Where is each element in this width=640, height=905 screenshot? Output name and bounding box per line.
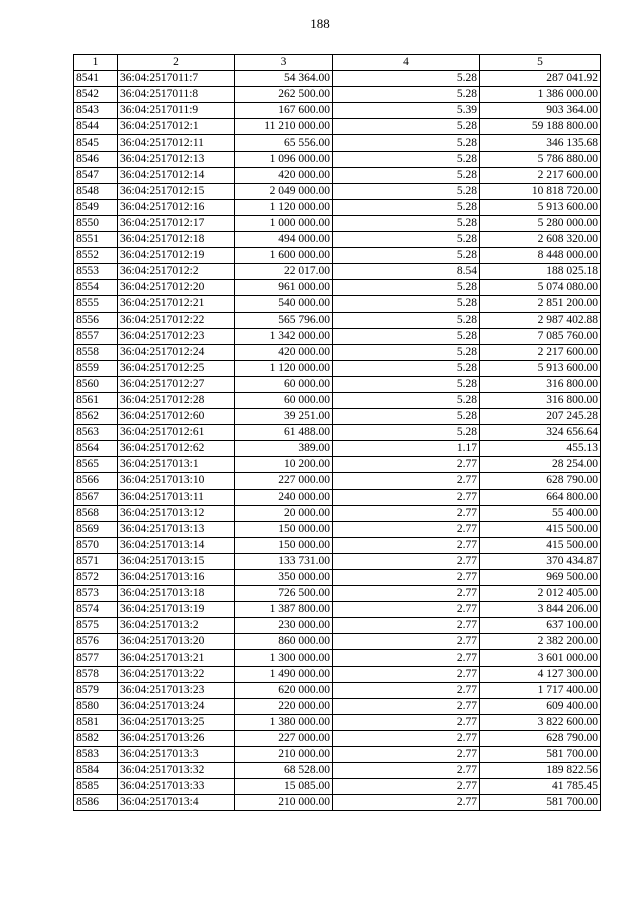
row-number-cell: 8570 (74, 537, 118, 553)
value-cell: 2 049 000.00 (235, 183, 333, 199)
rate-cell: 2.77 (333, 618, 480, 634)
total-cell: 4 127 300.00 (480, 666, 601, 682)
column-header: 2 (118, 55, 235, 71)
value-cell: 1 300 000.00 (235, 650, 333, 666)
row-number-cell: 8578 (74, 666, 118, 682)
total-cell: 628 790.00 (480, 473, 601, 489)
table-row (74, 714, 601, 730)
value-cell: 540 000.00 (235, 296, 333, 312)
total-cell: 5 074 080.00 (480, 280, 601, 296)
data-table (73, 54, 601, 811)
row-number-cell: 8579 (74, 682, 118, 698)
total-cell: 2 608 320.00 (480, 232, 601, 248)
total-cell: 581 700.00 (480, 747, 601, 763)
total-cell: 3 844 206.00 (480, 602, 601, 618)
cadastral-number-cell: 36:04:2517011:8 (118, 87, 235, 103)
rate-cell: 5.28 (333, 296, 480, 312)
table-row (74, 441, 601, 457)
cadastral-number-cell: 36:04:2517013:32 (118, 763, 235, 779)
row-number-cell: 8576 (74, 634, 118, 650)
cadastral-number-cell: 36:04:2517012:17 (118, 215, 235, 231)
value-cell: 39 251.00 (235, 409, 333, 425)
rate-cell: 2.77 (333, 537, 480, 553)
rate-cell: 2.77 (333, 634, 480, 650)
row-number-cell: 8561 (74, 392, 118, 408)
value-cell: 167 600.00 (235, 103, 333, 119)
value-cell: 350 000.00 (235, 570, 333, 586)
table-row (74, 151, 601, 167)
cadastral-number-cell: 36:04:2517012:15 (118, 183, 235, 199)
value-cell: 420 000.00 (235, 167, 333, 183)
table-row (74, 489, 601, 505)
value-cell: 210 000.00 (235, 747, 333, 763)
rate-cell: 2.77 (333, 473, 480, 489)
value-cell: 620 000.00 (235, 682, 333, 698)
value-cell: 227 000.00 (235, 730, 333, 746)
value-cell: 1 000 000.00 (235, 215, 333, 231)
total-cell: 3 601 000.00 (480, 650, 601, 666)
total-cell: 415 500.00 (480, 537, 601, 553)
value-cell: 60 000.00 (235, 392, 333, 408)
table-row (74, 666, 601, 682)
total-cell: 207 245.28 (480, 409, 601, 425)
row-number-cell: 8582 (74, 730, 118, 746)
cadastral-number-cell: 36:04:2517013:21 (118, 650, 235, 666)
value-cell: 1 342 000.00 (235, 328, 333, 344)
table-row (74, 264, 601, 280)
cadastral-number-cell: 36:04:2517013:1 (118, 457, 235, 473)
value-cell: 60 000.00 (235, 376, 333, 392)
table-row (74, 103, 601, 119)
rate-cell: 5.28 (333, 344, 480, 360)
cadastral-number-cell: 36:04:2517011:7 (118, 71, 235, 87)
table-row (74, 71, 601, 87)
row-number-cell: 8571 (74, 553, 118, 569)
row-number-cell: 8545 (74, 135, 118, 151)
cadastral-number-cell: 36:04:2517012:18 (118, 232, 235, 248)
row-number-cell: 8542 (74, 87, 118, 103)
row-number-cell: 8583 (74, 747, 118, 763)
column-header: 3 (235, 55, 333, 71)
cadastral-number-cell: 36:04:2517012:1 (118, 119, 235, 135)
cadastral-number-cell: 36:04:2517013:33 (118, 779, 235, 795)
rate-cell: 2.77 (333, 714, 480, 730)
rate-cell: 2.77 (333, 795, 480, 811)
rate-cell: 2.77 (333, 521, 480, 537)
total-cell: 188 025.18 (480, 264, 601, 280)
table-row (74, 602, 601, 618)
row-number-cell: 8550 (74, 215, 118, 231)
rate-cell: 5.28 (333, 392, 480, 408)
total-cell: 189 822.56 (480, 763, 601, 779)
value-cell: 220 000.00 (235, 698, 333, 714)
rate-cell: 5.28 (333, 199, 480, 215)
rate-cell: 2.77 (333, 570, 480, 586)
rate-cell: 2.77 (333, 505, 480, 521)
rate-cell: 5.39 (333, 103, 480, 119)
cadastral-number-cell: 36:04:2517012:61 (118, 425, 235, 441)
table-row (74, 135, 601, 151)
rate-cell: 5.28 (333, 328, 480, 344)
total-cell: 664 800.00 (480, 489, 601, 505)
rate-cell: 5.28 (333, 71, 480, 87)
rate-cell: 5.28 (333, 87, 480, 103)
rate-cell: 1.17 (333, 441, 480, 457)
cadastral-number-cell: 36:04:2517012:25 (118, 360, 235, 376)
cadastral-number-cell: 36:04:2517012:24 (118, 344, 235, 360)
rate-cell: 2.77 (333, 779, 480, 795)
rate-cell: 2.77 (333, 553, 480, 569)
row-number-cell: 8548 (74, 183, 118, 199)
cadastral-number-cell: 36:04:2517012:23 (118, 328, 235, 344)
cadastral-number-cell: 36:04:2517012:13 (118, 151, 235, 167)
rate-cell: 2.77 (333, 457, 480, 473)
total-cell: 41 785.45 (480, 779, 601, 795)
rate-cell: 5.28 (333, 215, 480, 231)
row-number-cell: 8584 (74, 763, 118, 779)
cadastral-number-cell: 36:04:2517013:16 (118, 570, 235, 586)
table-row (74, 183, 601, 199)
value-cell: 240 000.00 (235, 489, 333, 505)
value-cell: 54 364.00 (235, 71, 333, 87)
total-cell: 637 100.00 (480, 618, 601, 634)
table-row (74, 634, 601, 650)
row-number-cell: 8569 (74, 521, 118, 537)
cadastral-number-cell: 36:04:2517013:18 (118, 586, 235, 602)
table-row (74, 586, 601, 602)
total-cell: 455.13 (480, 441, 601, 457)
rate-cell: 5.28 (333, 119, 480, 135)
total-cell: 55 400.00 (480, 505, 601, 521)
table-row (74, 553, 601, 569)
rate-cell: 2.77 (333, 602, 480, 618)
row-number-cell: 8551 (74, 232, 118, 248)
row-number-cell: 8585 (74, 779, 118, 795)
cadastral-number-cell: 36:04:2517013:2 (118, 618, 235, 634)
value-cell: 20 000.00 (235, 505, 333, 521)
cadastral-number-cell: 36:04:2517012:16 (118, 199, 235, 215)
table-body (74, 71, 601, 811)
row-number-cell: 8572 (74, 570, 118, 586)
value-cell: 65 556.00 (235, 135, 333, 151)
row-number-cell: 8559 (74, 360, 118, 376)
cadastral-number-cell: 36:04:2517013:23 (118, 682, 235, 698)
row-number-cell: 8555 (74, 296, 118, 312)
cadastral-number-cell: 36:04:2517012:62 (118, 441, 235, 457)
rate-cell: 5.28 (333, 183, 480, 199)
rate-cell: 5.28 (333, 409, 480, 425)
cadastral-number-cell: 36:04:2517012:22 (118, 312, 235, 328)
rate-cell: 2.77 (333, 666, 480, 682)
cadastral-number-cell: 36:04:2517013:10 (118, 473, 235, 489)
row-number-cell: 8581 (74, 714, 118, 730)
value-cell: 494 000.00 (235, 232, 333, 248)
cadastral-number-cell: 36:04:2517012:14 (118, 167, 235, 183)
rate-cell: 5.28 (333, 376, 480, 392)
row-number-cell: 8554 (74, 280, 118, 296)
total-cell: 7 085 760.00 (480, 328, 601, 344)
table-row (74, 795, 601, 811)
table-row (74, 747, 601, 763)
column-header: 5 (480, 55, 601, 71)
cadastral-number-cell: 36:04:2517012:28 (118, 392, 235, 408)
total-cell: 316 800.00 (480, 376, 601, 392)
table-row (74, 199, 601, 215)
row-number-cell: 8574 (74, 602, 118, 618)
rate-cell: 5.28 (333, 312, 480, 328)
row-number-cell: 8544 (74, 119, 118, 135)
row-number-cell: 8566 (74, 473, 118, 489)
value-cell: 11 210 000.00 (235, 119, 333, 135)
table-row (74, 618, 601, 634)
rate-cell: 5.28 (333, 280, 480, 296)
cadastral-number-cell: 36:04:2517012:20 (118, 280, 235, 296)
cadastral-number-cell: 36:04:2517012:60 (118, 409, 235, 425)
row-number-cell: 8567 (74, 489, 118, 505)
table-row (74, 167, 601, 183)
table-row (74, 215, 601, 231)
rate-cell: 5.28 (333, 425, 480, 441)
cadastral-number-cell: 36:04:2517012:11 (118, 135, 235, 151)
row-number-cell: 8568 (74, 505, 118, 521)
row-number-cell: 8557 (74, 328, 118, 344)
row-number-cell: 8547 (74, 167, 118, 183)
total-cell: 5 786 880.00 (480, 151, 601, 167)
table-row (74, 473, 601, 489)
value-cell: 61 488.00 (235, 425, 333, 441)
row-number-cell: 8549 (74, 199, 118, 215)
column-header: 4 (333, 55, 480, 71)
value-cell: 726 500.00 (235, 586, 333, 602)
row-number-cell: 8575 (74, 618, 118, 634)
value-cell: 10 200.00 (235, 457, 333, 473)
rate-cell: 2.77 (333, 650, 480, 666)
total-cell: 2 987 402.88 (480, 312, 601, 328)
cadastral-number-cell: 36:04:2517013:13 (118, 521, 235, 537)
total-cell: 1 717 400.00 (480, 682, 601, 698)
value-cell: 420 000.00 (235, 344, 333, 360)
total-cell: 5 913 600.00 (480, 360, 601, 376)
total-cell: 2 217 600.00 (480, 167, 601, 183)
row-number-cell: 8562 (74, 409, 118, 425)
total-cell: 2 217 600.00 (480, 344, 601, 360)
row-number-cell: 8558 (74, 344, 118, 360)
row-number-cell: 8541 (74, 71, 118, 87)
rate-cell: 2.77 (333, 489, 480, 505)
cadastral-number-cell: 36:04:2517013:4 (118, 795, 235, 811)
total-cell: 316 800.00 (480, 392, 601, 408)
value-cell: 1 120 000.00 (235, 199, 333, 215)
table-row (74, 87, 601, 103)
table-row (74, 505, 601, 521)
row-number-cell: 8573 (74, 586, 118, 602)
value-cell: 961 000.00 (235, 280, 333, 296)
table-row (74, 570, 601, 586)
row-number-cell: 8556 (74, 312, 118, 328)
table-row (74, 779, 601, 795)
table-row (74, 344, 601, 360)
total-cell: 2 851 200.00 (480, 296, 601, 312)
cadastral-number-cell: 36:04:2517012:19 (118, 248, 235, 264)
table-row (74, 650, 601, 666)
cadastral-number-cell: 36:04:2517013:24 (118, 698, 235, 714)
table-row (74, 682, 601, 698)
total-cell: 8 448 000.00 (480, 248, 601, 264)
total-cell: 415 500.00 (480, 521, 601, 537)
cadastral-number-cell: 36:04:2517012:2 (118, 264, 235, 280)
cadastral-number-cell: 36:04:2517013:25 (118, 714, 235, 730)
table-row (74, 376, 601, 392)
value-cell: 1 096 000.00 (235, 151, 333, 167)
row-number-cell: 8543 (74, 103, 118, 119)
row-number-cell: 8586 (74, 795, 118, 811)
rate-cell: 5.28 (333, 167, 480, 183)
table-row (74, 763, 601, 779)
table-row (74, 312, 601, 328)
value-cell: 150 000.00 (235, 537, 333, 553)
cadastral-number-cell: 36:04:2517013:15 (118, 553, 235, 569)
cadastral-number-cell: 36:04:2517013:22 (118, 666, 235, 682)
table-row (74, 521, 601, 537)
rate-cell: 2.77 (333, 747, 480, 763)
table-row (74, 280, 601, 296)
column-header: 1 (74, 55, 118, 71)
value-cell: 22 017.00 (235, 264, 333, 280)
total-cell: 1 386 000.00 (480, 87, 601, 103)
value-cell: 1 120 000.00 (235, 360, 333, 376)
value-cell: 1 387 800.00 (235, 602, 333, 618)
rate-cell: 5.28 (333, 232, 480, 248)
header-row (74, 55, 601, 71)
rate-cell: 5.28 (333, 151, 480, 167)
value-cell: 389.00 (235, 441, 333, 457)
rate-cell: 2.77 (333, 682, 480, 698)
value-cell: 210 000.00 (235, 795, 333, 811)
value-cell: 15 085.00 (235, 779, 333, 795)
rate-cell: 2.77 (333, 763, 480, 779)
cadastral-number-cell: 36:04:2517013:26 (118, 730, 235, 746)
total-cell: 903 364.00 (480, 103, 601, 119)
total-cell: 628 790.00 (480, 730, 601, 746)
table-row (74, 232, 601, 248)
total-cell: 370 434.87 (480, 553, 601, 569)
value-cell: 150 000.00 (235, 521, 333, 537)
value-cell: 262 500.00 (235, 87, 333, 103)
rate-cell: 5.28 (333, 248, 480, 264)
table-row (74, 425, 601, 441)
total-cell: 2 012 405.00 (480, 586, 601, 602)
rate-cell: 8.54 (333, 264, 480, 280)
table-row (74, 392, 601, 408)
total-cell: 3 822 600.00 (480, 714, 601, 730)
value-cell: 68 528.00 (235, 763, 333, 779)
total-cell: 324 656.64 (480, 425, 601, 441)
total-cell: 5 280 000.00 (480, 215, 601, 231)
rate-cell: 2.77 (333, 586, 480, 602)
cadastral-number-cell: 36:04:2517012:27 (118, 376, 235, 392)
row-number-cell: 8560 (74, 376, 118, 392)
table-row (74, 457, 601, 473)
rate-cell: 5.28 (333, 135, 480, 151)
row-number-cell: 8580 (74, 698, 118, 714)
table-row (74, 730, 601, 746)
table-row (74, 328, 601, 344)
row-number-cell: 8553 (74, 264, 118, 280)
cadastral-number-cell: 36:04:2517013:12 (118, 505, 235, 521)
value-cell: 227 000.00 (235, 473, 333, 489)
total-cell: 287 041.92 (480, 71, 601, 87)
value-cell: 1 490 000.00 (235, 666, 333, 682)
cadastral-number-cell: 36:04:2517013:19 (118, 602, 235, 618)
page-number: 188 (310, 16, 330, 31)
value-cell: 1 380 000.00 (235, 714, 333, 730)
table-row (74, 119, 601, 135)
cadastral-number-cell: 36:04:2517013:11 (118, 489, 235, 505)
row-number-cell: 8564 (74, 441, 118, 457)
total-cell: 5 913 600.00 (480, 199, 601, 215)
value-cell: 1 600 000.00 (235, 248, 333, 264)
total-cell: 346 135.68 (480, 135, 601, 151)
cadastral-number-cell: 36:04:2517013:14 (118, 537, 235, 553)
table-row (74, 248, 601, 264)
row-number-cell: 8546 (74, 151, 118, 167)
total-cell: 28 254.00 (480, 457, 601, 473)
cadastral-number-cell: 36:04:2517013:20 (118, 634, 235, 650)
total-cell: 2 382 200.00 (480, 634, 601, 650)
rate-cell: 2.77 (333, 698, 480, 714)
rate-cell: 5.28 (333, 360, 480, 376)
table-row (74, 698, 601, 714)
row-number-cell: 8563 (74, 425, 118, 441)
total-cell: 609 400.00 (480, 698, 601, 714)
total-cell: 969 500.00 (480, 570, 601, 586)
table-row (74, 537, 601, 553)
rate-cell: 2.77 (333, 730, 480, 746)
cadastral-number-cell: 36:04:2517011:9 (118, 103, 235, 119)
row-number-cell: 8552 (74, 248, 118, 264)
total-cell: 10 818 720.00 (480, 183, 601, 199)
table-row (74, 360, 601, 376)
total-cell: 59 188 800.00 (480, 119, 601, 135)
table-row (74, 296, 601, 312)
value-cell: 230 000.00 (235, 618, 333, 634)
row-number-cell: 8577 (74, 650, 118, 666)
value-cell: 565 796.00 (235, 312, 333, 328)
value-cell: 133 731.00 (235, 553, 333, 569)
cadastral-number-cell: 36:04:2517012:21 (118, 296, 235, 312)
table-row (74, 409, 601, 425)
value-cell: 860 000.00 (235, 634, 333, 650)
total-cell: 581 700.00 (480, 795, 601, 811)
cadastral-number-cell: 36:04:2517013:3 (118, 747, 235, 763)
row-number-cell: 8565 (74, 457, 118, 473)
